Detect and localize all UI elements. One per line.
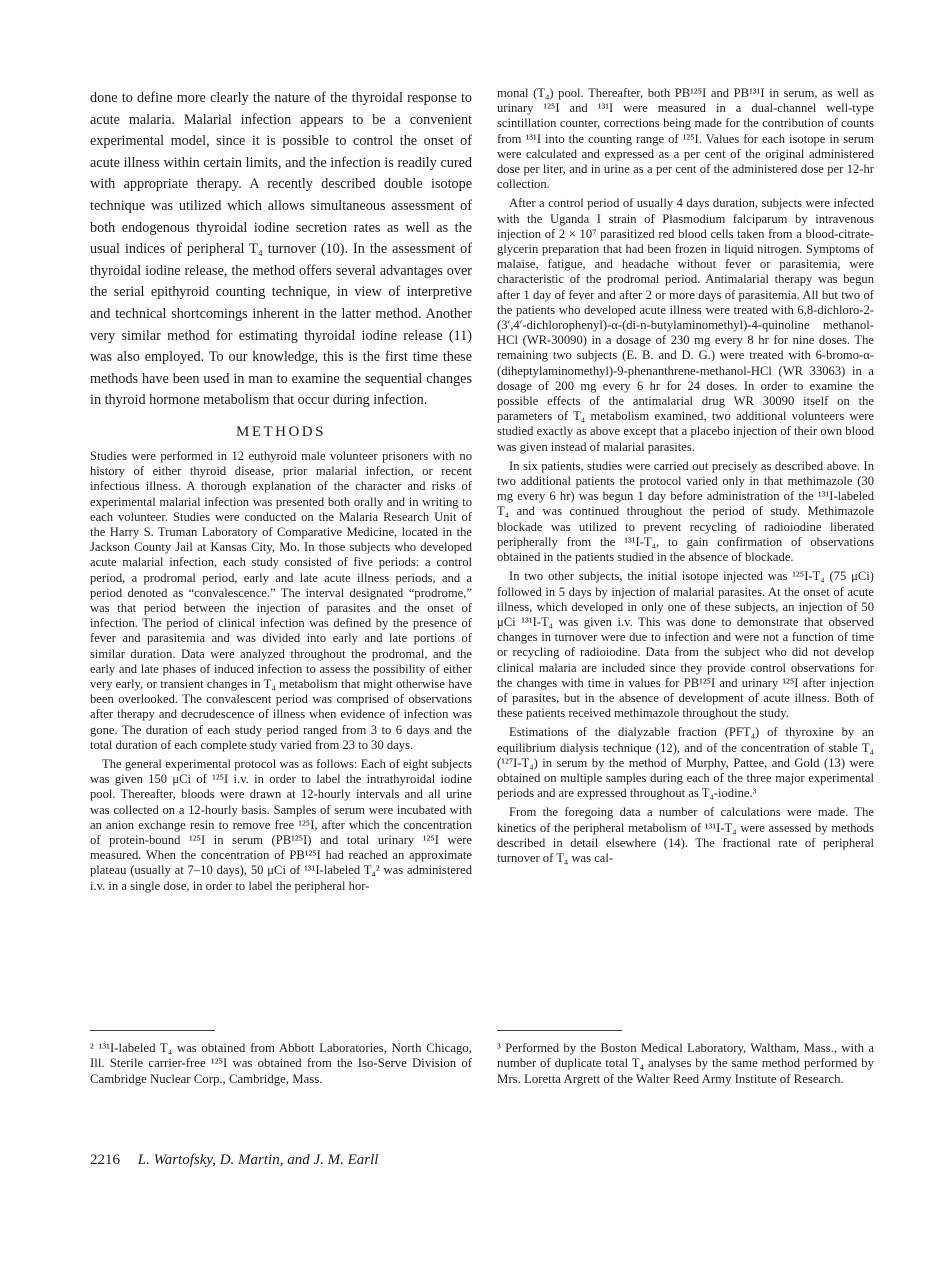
methods-paragraph-2: The general experimental protocol was as follows: Each of eight subjects was given 150 μCi of ¹²⁵I i.v. in order to label the intrathyroidal iodine pool. Thereafter, bloods were drawn at 12-hourly intervals and all urine was collected on a 12-hourly basis. Samples of serum were incubated with an anion exchange resin to remove free ¹²⁵I, after which the concentration of protein-bound ¹²⁵I in serum (PB¹²⁵I) and total urinary ¹²⁵I were measured. When the concentration of PB¹²⁵I had reached an approximate plateau (usually at 7–10 days), 50 μCi of ¹³¹I-labeled T₄² was administered i.v. in a single dose, in order to label the peripheral hor- — [90, 756, 472, 893]
methimazole-paragraph: In six patients, studies were carried out precisely as described above. In two additional patients the protocol varied only in that methimazole (30 mg every 6 hr) was begun 1 day before administration of the ¹³¹I-labeled T₄ and was continued throughout the period of study. Methimazole blockade was utilized to prevent recycling of radioiodine liberated peripherally from the ¹³¹I-T₄, to gain confirmation of observations obtained in the patients studied in the absence of blockade. — [497, 458, 874, 565]
right-column — [497, 86, 874, 866]
isotope-paragraph: In two other subjects, the initial isotope injected was ¹²⁵I-T₄ (75 μCi) followed in 5 days by injection of malarial parasites. At the onset of acute illness, which developed in only one of these subjects, an injection of 50 μCi ¹³¹I-T₄ was given i.v. This was done to demonstrate that observed changes in turnover were due to infection and were not a function of time or recycling of radioiodine. Data from the subject who did not develop clinical malaria are included since they provide control observations for the changes with time in values for PB¹²⁵I and urinary ¹²⁵I after injection of parasites, but in the absence of development of acute illness. Both of these patients received methimazole throughout the study. — [497, 569, 874, 721]
dialysis-paragraph: Estimations of the dialyzable fraction (PFT₄) of thyroxine by an equilibrium dialysis technique (12), and of the concentration of stable T₄ (¹²⁷I-T₄) in serum by the method of Murphy, Pattee, and Gold (13) were obtained on multiple samples during each of the three major experimental periods and are expressed throughout as T₄-iodine.³ — [497, 725, 874, 801]
left-column — [90, 88, 472, 894]
infection-paragraph: After a control period of usually 4 days duration, subjects were infected with the Uganda I strain of Plasmodium falciparum by intravenous injection of 2 × 10⁷ parasitized red blood cells taken from a blood-citrate-glycerin preparation that had been frozen in liquid nitrogen. Symptoms of malaise, fatigue, and headache without fever or parasitemia, were characteristic of the prodromal period. Antimalarial therapy was begun after 1 day of fever and after 2 or more days of parasitemia. All but two of the patients who developed acute illness were treated with 6,8-dichloro-2-(3′,4′-dichlorophenyl)-α-(di-n-butylaminomethyl)-4-quinoline methanol-HCl (WR-30090) in a dosage of 230 mg every 8 hr for nine doses. The remaining two subjects (E. B. and D. G.) were treated with 6-bromo-α-(diheptylaminomethyl)-9-phenanthrene-methanol-HCl (WR 33063) in a dosage of 200 mg every 6 hr for 24 doses. In order to examine the possible effects of the antimalarial drug WR 30090 itself on the parameters of T₄ metabolism examined, two additional volunteers were studied exactly as above except that a placebo injection of their own blood was given instead of malarial parasites. — [497, 196, 874, 454]
running-authors: L. Wartofsky, D. Martin, and J. M. Earll — [137, 1152, 379, 1168]
page-number: 2216 — [90, 1152, 120, 1168]
methods-heading: METHODS — [235, 423, 326, 440]
footnote-3: ³ Performed by the Boston Medical Laboratory, Waltham, Mass., with a number of duplicate total T₄ analyses by the same method performed by Mrs. Loretta Argrett of the Walter Reed Army Institute of Research. — [497, 1041, 874, 1086]
calculations-paragraph: From the foregoing data a number of calculations were made. The kinetics of the peripheral metabolism of ¹³¹I-T₄ were assessed by methods described in detail elsewhere (14). The fractional rate of peripheral turnover of T₄ was cal- — [497, 805, 874, 865]
footnote-divider-right — [497, 1030, 622, 1031]
continued-paragraph: monal (T₄) pool. Thereafter, both PB¹²⁵I and PB¹³¹I in serum, as well as urinary ¹²⁵I and ¹³¹I were measured in a dual-channel well-type scintillation counter, corrections being made for the contribution of counts from ¹³¹I into the counting range of ¹²⁵I. Values for each isotope in serum were calculated and expressed as a per cent of the original administered dose per liter, and in urine as a per cent of the administered dose per 12-hr collection. — [497, 86, 874, 192]
page-footer — [90, 1152, 378, 1169]
methods-paragraph-1: Studies were performed in 12 euthyroid male volunteer prisoners with no history of either thyroid disease, prior malarial infection, or recent infectious illness. A thorough explanation of the character and risks of experimental malarial infection was presented both orally and in writing to each volunteer. Studies were conducted on the Malaria Research Unit of the Harry S. Truman Laboratory of Comparative Medicine, located in the Jackson County Jail at Kansas City, Mo. In those subjects who developed acute malarial infection, each study consisted of five periods: a control period, a prodromal period, early and late acute illness periods, and a period denoted as “convalescence.” The interval designated “prodrome,” was that period between the injection of parasites and the onset of infection. The period of clinical infection was defined by the presence of fever and parasitemia and was divided into early and late portions of similar duration. Data were analyzed throughout the prodromal, and the early and late phases of induced infection to assess the possibility of either very early, or transient changes in T₄ metabolism that might otherwise have been overlooked. The convalescent period was comprised of observations after therapy and decrudescence of illness when evidence of infection was gone. The duration of each study period ranged from 3 to 6 days and the total duration of each complete study varied from 23 to 30 days. — [90, 448, 472, 752]
intro-paragraph: done to define more clearly the nature of the thyroidal response to acute malaria. Malarial infection appears to be a convenient experimental model, since it is possible to control the onset of acute illness within certain limits, and the infection is readily cured with appropriate therapy. A recently described double isotope technique was utilized which allows simultaneous assessment of both endogenous thyroidal iodine secretion rates as well as the usual indices of peripheral T₄ turnover (10). In the assessment of thyroidal iodine release, the method offers several advantages over the serial epithyroid counting technique, in view of interpretive and technical shortcomings inherent in the latter method. Another very similar method for estimating thyroidal iodine release (11) was also employed. To our knowledge, this is the first time these methods have been used in man to examine the sequential changes in thyroid hormone metabolism that occur during infection. — [90, 90, 472, 409]
footnote-2: ² ¹³¹I-labeled T₄ was obtained from Abbott Laboratories, North Chicago, Ill. Sterile carrier-free ¹²⁵I was obtained from the Iso-Serve Division of Cambridge Nuclear Corp., Cambridge, Mass. — [90, 1041, 472, 1086]
footnote-divider-left — [90, 1030, 215, 1031]
